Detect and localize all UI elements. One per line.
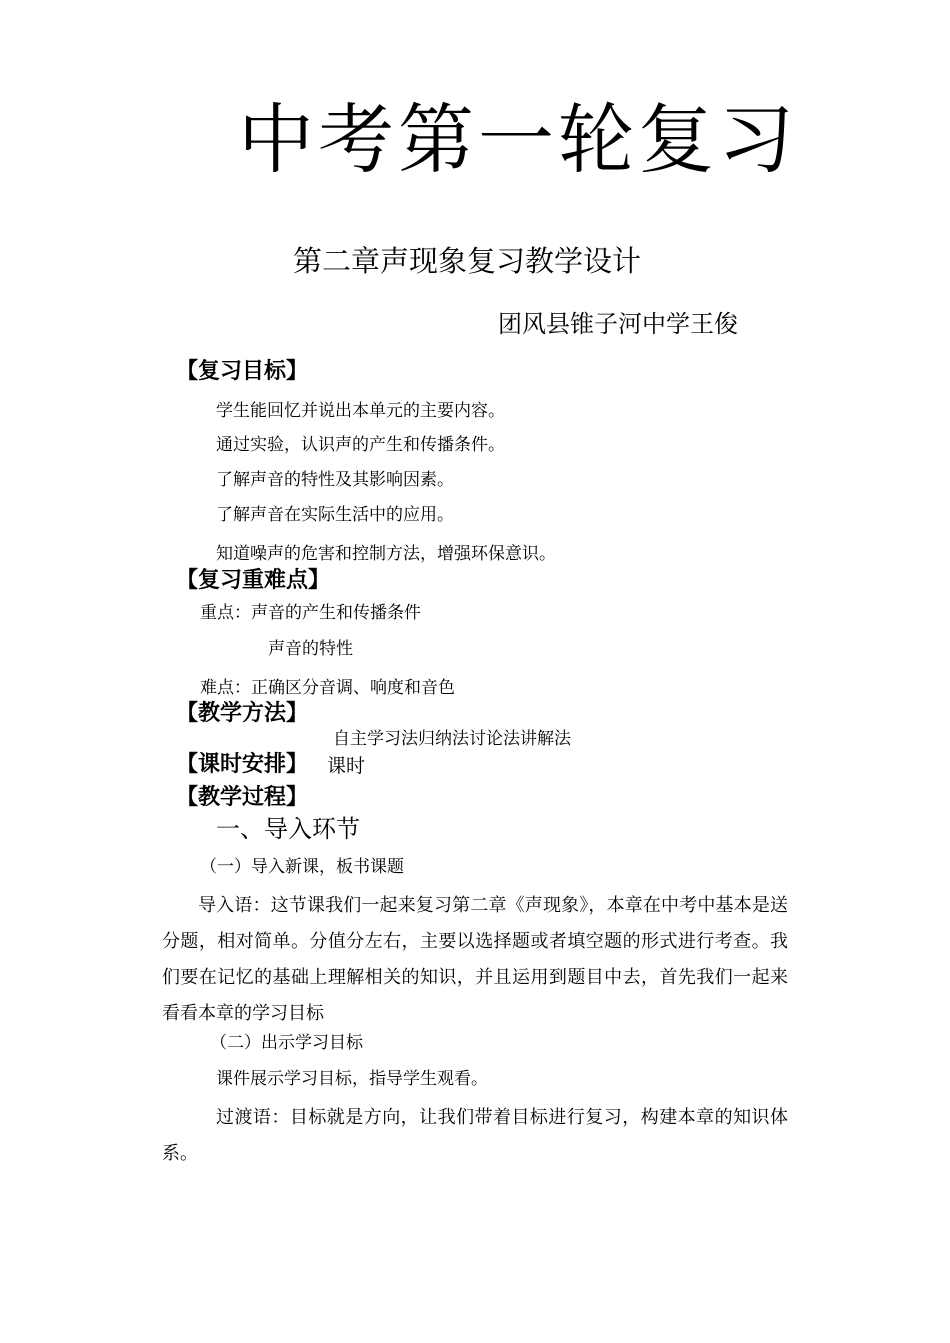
objective-item: 了解声音在实际生活中的应用。 xyxy=(216,505,454,525)
section-heading: 一、导入环节 xyxy=(216,815,360,843)
main-title: 中考第一轮复习 xyxy=(238,95,798,184)
subtitle: 第二章声现象复习教学设计 xyxy=(293,244,642,278)
objectives-heading: 【复习目标】 xyxy=(176,359,309,384)
schedule-text: 课时 xyxy=(327,755,366,777)
focus-line: 声音的特性 xyxy=(268,639,353,659)
objective-item: 学生能回忆并说出本单元的主要内容。 xyxy=(216,401,505,421)
difficulty-line: 难点：正确区分音调、响度和音色 xyxy=(200,678,455,698)
methods-heading: 【教学方法】 xyxy=(176,701,309,726)
process-heading: 【教学过程】 xyxy=(176,785,309,810)
schedule-heading: 【课时安排】 xyxy=(176,752,309,777)
objective-item: 了解声音的特性及其影响因素。 xyxy=(216,470,454,490)
display-line: 课件展示学习目标，指导学生观看。 xyxy=(216,1069,488,1089)
objective-item: 知道噪声的危害和控制方法，增强环保意识。 xyxy=(216,544,556,564)
objective-item: 通过实验，认识声的产生和传播条件。 xyxy=(216,435,505,455)
author-line: 团风县锥子河中学王俊 xyxy=(498,310,738,338)
transition-paragraph: 过渡语：目标就是方向，让我们带着目标进行复习，构建本章的知识体系。 xyxy=(162,1107,788,1164)
subsection-heading: （二）出示学习目标 xyxy=(210,1033,363,1053)
intro-paragraph: 导入语：这节课我们一起来复习第二章《声现象》，本章在中考中基本是送分题，相对简单。分值分左右，主要以选择题或者填空题的形式进行考查。我们要在记忆的基础上理解相关的知识，并且运用到题目中去，首先我们一起来看看本章的学习目标 xyxy=(162,895,788,1024)
focus-line: 重点：声音的产生和传播条件 xyxy=(200,603,421,623)
methods-text: 自主学习法归纳法讨论法讲解法 xyxy=(333,729,571,749)
key-points-heading: 【复习重难点】 xyxy=(176,568,331,593)
subsection-heading: （一）导入新课，板书课题 xyxy=(200,857,404,877)
